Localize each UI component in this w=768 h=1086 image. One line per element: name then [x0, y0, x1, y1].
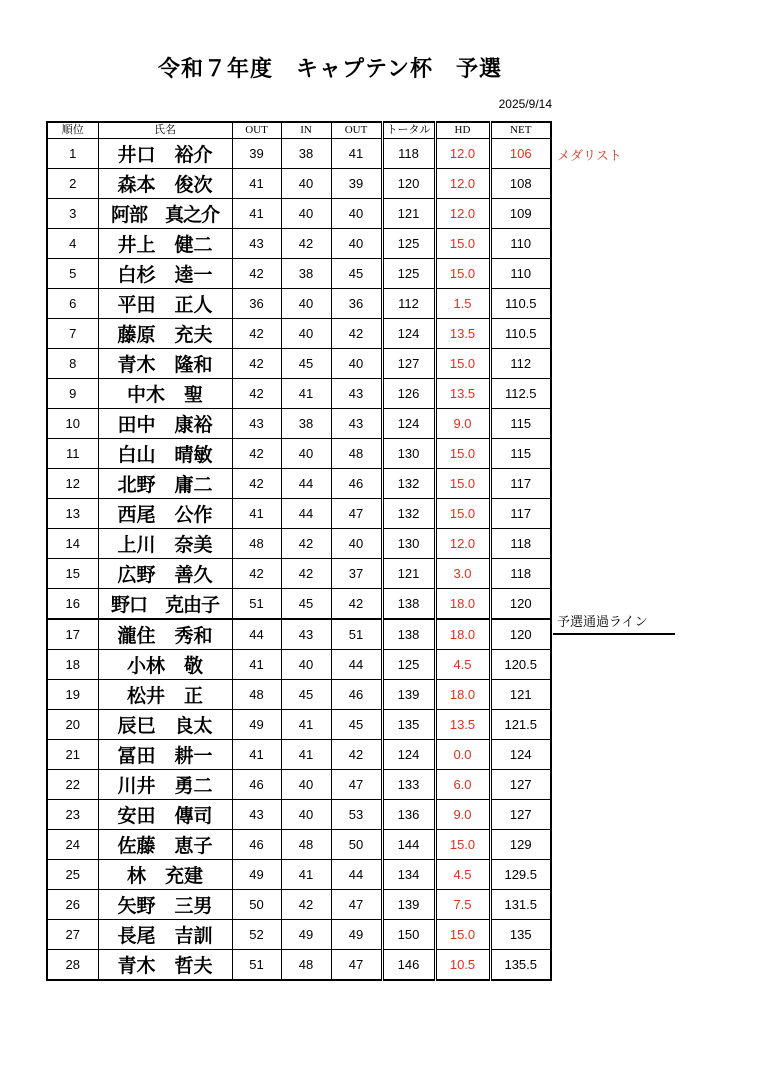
cell-hd: 15.0 — [435, 229, 490, 259]
table-row — [47, 349, 551, 379]
cell-in: 40 — [281, 800, 331, 830]
cell-net: 135 — [490, 920, 551, 950]
table-row — [47, 650, 551, 680]
cell-out2: 48 — [331, 439, 382, 469]
cell-out2: 40 — [331, 529, 382, 559]
cell-total: 112 — [382, 289, 435, 319]
cell-rank: 1 — [47, 139, 98, 169]
table-row — [47, 860, 551, 890]
cell-in: 44 — [281, 469, 331, 499]
cell-in: 41 — [281, 860, 331, 890]
cell-total: 126 — [382, 379, 435, 409]
cell-in: 38 — [281, 139, 331, 169]
cell-rank: 27 — [47, 920, 98, 950]
cell-out1: 51 — [232, 950, 281, 981]
cell-name: 森本 俊次 — [98, 169, 232, 199]
cell-rank: 14 — [47, 529, 98, 559]
cell-out1: 50 — [232, 890, 281, 920]
header-net: NET — [490, 122, 551, 139]
cell-rank: 13 — [47, 499, 98, 529]
cell-out2: 47 — [331, 950, 382, 981]
cell-out1: 46 — [232, 770, 281, 800]
cell-hd: 12.0 — [435, 139, 490, 169]
cell-rank: 17 — [47, 619, 98, 650]
cell-total: 138 — [382, 589, 435, 620]
table-row — [47, 199, 551, 229]
cell-in: 40 — [281, 169, 331, 199]
cell-name: 田中 康裕 — [98, 409, 232, 439]
header-rank: 順位 — [47, 122, 98, 139]
cell-name: 辰巳 良太 — [98, 710, 232, 740]
cell-in: 40 — [281, 650, 331, 680]
cell-net: 109 — [490, 199, 551, 229]
cell-net: 115 — [490, 409, 551, 439]
cell-rank: 28 — [47, 950, 98, 981]
cell-in: 38 — [281, 259, 331, 289]
cell-out2: 41 — [331, 139, 382, 169]
cell-out2: 42 — [331, 740, 382, 770]
cell-total: 125 — [382, 229, 435, 259]
cell-in: 40 — [281, 319, 331, 349]
table-row — [47, 319, 551, 349]
cell-total: 124 — [382, 319, 435, 349]
cell-hd: 3.0 — [435, 559, 490, 589]
cell-name: 矢野 三男 — [98, 890, 232, 920]
cell-hd: 15.0 — [435, 920, 490, 950]
cell-out1: 51 — [232, 589, 281, 620]
cell-net: 110 — [490, 229, 551, 259]
cell-rank: 3 — [47, 199, 98, 229]
cell-rank: 23 — [47, 800, 98, 830]
cell-in: 42 — [281, 529, 331, 559]
cell-name: 冨田 耕一 — [98, 740, 232, 770]
cell-out1: 42 — [232, 469, 281, 499]
cell-out1: 42 — [232, 559, 281, 589]
header-hd: HD — [435, 122, 490, 139]
cell-out2: 40 — [331, 349, 382, 379]
cell-rank: 19 — [47, 680, 98, 710]
cell-total: 121 — [382, 199, 435, 229]
cell-total: 136 — [382, 800, 435, 830]
cell-name: 藤原 充夫 — [98, 319, 232, 349]
cell-net: 108 — [490, 169, 551, 199]
cell-net: 129 — [490, 830, 551, 860]
cell-total: 130 — [382, 529, 435, 559]
cell-rank: 16 — [47, 589, 98, 620]
cell-out2: 51 — [331, 619, 382, 650]
cell-out1: 43 — [232, 229, 281, 259]
cell-hd: 10.5 — [435, 950, 490, 981]
cell-net: 127 — [490, 800, 551, 830]
cell-out1: 49 — [232, 710, 281, 740]
table-row — [47, 259, 551, 289]
cell-out2: 40 — [331, 229, 382, 259]
cell-out2: 46 — [331, 469, 382, 499]
cell-name: 瀧住 秀和 — [98, 619, 232, 650]
cell-in: 40 — [281, 439, 331, 469]
cell-in: 42 — [281, 229, 331, 259]
cell-total: 120 — [382, 169, 435, 199]
cell-out2: 42 — [331, 589, 382, 620]
table-row — [47, 920, 551, 950]
cell-out2: 49 — [331, 920, 382, 950]
cell-hd: 9.0 — [435, 800, 490, 830]
table-row — [47, 379, 551, 409]
cell-out2: 45 — [331, 710, 382, 740]
cell-in: 48 — [281, 830, 331, 860]
cell-name: 白杉 逵一 — [98, 259, 232, 289]
header-row — [47, 122, 551, 139]
cell-out1: 42 — [232, 439, 281, 469]
cell-hd: 18.0 — [435, 619, 490, 650]
cell-in: 38 — [281, 409, 331, 439]
cell-out2: 45 — [331, 259, 382, 289]
header-total: トータル — [382, 122, 435, 139]
cell-name: 西尾 公作 — [98, 499, 232, 529]
cell-out1: 42 — [232, 349, 281, 379]
cell-rank: 2 — [47, 169, 98, 199]
cell-net: 110.5 — [490, 289, 551, 319]
cell-hd: 15.0 — [435, 349, 490, 379]
cell-out2: 47 — [331, 770, 382, 800]
cell-in: 49 — [281, 920, 331, 950]
table-row — [47, 890, 551, 920]
header-out1: OUT — [232, 122, 281, 139]
cell-out1: 44 — [232, 619, 281, 650]
cell-out1: 42 — [232, 319, 281, 349]
medalist-note: メダリスト — [557, 149, 622, 164]
table-row — [47, 740, 551, 770]
table-row — [47, 499, 551, 529]
table-row — [47, 680, 551, 710]
cell-net: 120 — [490, 619, 551, 650]
cell-name: 青木 隆和 — [98, 349, 232, 379]
table-row — [47, 950, 551, 981]
cell-hd: 13.5 — [435, 379, 490, 409]
header-name: 氏名 — [98, 122, 232, 139]
cell-out1: 43 — [232, 800, 281, 830]
cell-net: 131.5 — [490, 890, 551, 920]
cell-rank: 7 — [47, 319, 98, 349]
cell-hd: 15.0 — [435, 830, 490, 860]
cell-out1: 42 — [232, 379, 281, 409]
cell-out2: 43 — [331, 409, 382, 439]
cell-name: 野口 克由子 — [98, 589, 232, 620]
cell-total: 146 — [382, 950, 435, 981]
cell-net: 121.5 — [490, 710, 551, 740]
table-row — [47, 589, 551, 620]
cell-rank: 11 — [47, 439, 98, 469]
cell-hd: 18.0 — [435, 680, 490, 710]
cell-name: 長尾 吉訓 — [98, 920, 232, 950]
cell-in: 48 — [281, 950, 331, 981]
cell-hd: 18.0 — [435, 589, 490, 620]
cell-hd: 12.0 — [435, 199, 490, 229]
table-row — [47, 710, 551, 740]
cell-total: 127 — [382, 349, 435, 379]
cell-rank: 4 — [47, 229, 98, 259]
cell-net: 115 — [490, 439, 551, 469]
cell-rank: 26 — [47, 890, 98, 920]
cell-total: 133 — [382, 770, 435, 800]
cell-out2: 53 — [331, 800, 382, 830]
cell-hd: 13.5 — [435, 319, 490, 349]
cell-hd: 1.5 — [435, 289, 490, 319]
cell-in: 41 — [281, 379, 331, 409]
cell-net: 112 — [490, 349, 551, 379]
header-in: IN — [281, 122, 331, 139]
table-row — [47, 139, 551, 169]
table-row — [47, 800, 551, 830]
cell-net: 112.5 — [490, 379, 551, 409]
cell-in: 40 — [281, 770, 331, 800]
cell-total: 124 — [382, 409, 435, 439]
cell-total: 124 — [382, 740, 435, 770]
cell-out2: 43 — [331, 379, 382, 409]
table-row — [47, 770, 551, 800]
cell-in: 42 — [281, 890, 331, 920]
cell-in: 45 — [281, 680, 331, 710]
cell-out1: 36 — [232, 289, 281, 319]
cell-out2: 46 — [331, 680, 382, 710]
cell-net: 110.5 — [490, 319, 551, 349]
cell-out2: 40 — [331, 199, 382, 229]
cell-rank: 18 — [47, 650, 98, 680]
cell-net: 118 — [490, 529, 551, 559]
cell-rank: 15 — [47, 559, 98, 589]
cell-hd: 9.0 — [435, 409, 490, 439]
cell-rank: 6 — [47, 289, 98, 319]
cell-name: 中木 聖 — [98, 379, 232, 409]
cell-out2: 39 — [331, 169, 382, 199]
cell-out2: 42 — [331, 319, 382, 349]
cell-in: 45 — [281, 589, 331, 620]
cell-out2: 37 — [331, 559, 382, 589]
table-row — [47, 439, 551, 469]
cell-net: 118 — [490, 559, 551, 589]
cell-total: 134 — [382, 860, 435, 890]
cell-in: 43 — [281, 619, 331, 650]
cell-hd: 6.0 — [435, 770, 490, 800]
cell-net: 106 — [490, 139, 551, 169]
cell-hd: 0.0 — [435, 740, 490, 770]
cell-net: 129.5 — [490, 860, 551, 890]
header-out2: OUT — [331, 122, 382, 139]
cell-net: 117 — [490, 469, 551, 499]
cell-hd: 15.0 — [435, 469, 490, 499]
cell-total: 135 — [382, 710, 435, 740]
cell-out2: 36 — [331, 289, 382, 319]
cell-in: 44 — [281, 499, 331, 529]
cell-rank: 12 — [47, 469, 98, 499]
table-row — [47, 169, 551, 199]
cell-out1: 52 — [232, 920, 281, 950]
cell-name: 安田 傳司 — [98, 800, 232, 830]
cell-rank: 21 — [47, 740, 98, 770]
cell-name: 上川 奈美 — [98, 529, 232, 559]
cell-total: 132 — [382, 469, 435, 499]
cell-out1: 41 — [232, 169, 281, 199]
cell-name: 小林 敬 — [98, 650, 232, 680]
cell-name: 白山 晴敏 — [98, 439, 232, 469]
cell-net: 110 — [490, 259, 551, 289]
cell-name: 平田 正人 — [98, 289, 232, 319]
cell-hd: 13.5 — [435, 710, 490, 740]
table-row — [47, 529, 551, 559]
page-title: 令和７年度 キャプテン杯 予選 — [158, 57, 502, 82]
cell-hd: 15.0 — [435, 259, 490, 289]
cell-hd: 4.5 — [435, 650, 490, 680]
cell-in: 41 — [281, 710, 331, 740]
cell-out2: 47 — [331, 890, 382, 920]
results-body — [47, 139, 551, 981]
cell-out2: 44 — [331, 650, 382, 680]
cell-name: 井口 裕介 — [98, 139, 232, 169]
cell-total: 139 — [382, 890, 435, 920]
cell-rank: 25 — [47, 860, 98, 890]
cell-out2: 50 — [331, 830, 382, 860]
cell-rank: 9 — [47, 379, 98, 409]
cell-out1: 41 — [232, 740, 281, 770]
cell-hd: 12.0 — [435, 529, 490, 559]
cell-rank: 8 — [47, 349, 98, 379]
cell-out1: 49 — [232, 860, 281, 890]
cell-out1: 41 — [232, 650, 281, 680]
cell-net: 135.5 — [490, 950, 551, 981]
cell-in: 41 — [281, 740, 331, 770]
cell-in: 40 — [281, 289, 331, 319]
cell-total: 150 — [382, 920, 435, 950]
cell-rank: 22 — [47, 770, 98, 800]
cell-out1: 41 — [232, 199, 281, 229]
table-row — [47, 619, 551, 650]
cell-name: 青木 哲夫 — [98, 950, 232, 981]
cell-hd: 15.0 — [435, 439, 490, 469]
cell-total: 125 — [382, 650, 435, 680]
cell-out2: 47 — [331, 499, 382, 529]
cell-in: 45 — [281, 349, 331, 379]
cell-hd: 7.5 — [435, 890, 490, 920]
cell-total: 138 — [382, 619, 435, 650]
cell-out1: 48 — [232, 680, 281, 710]
cell-rank: 24 — [47, 830, 98, 860]
results-table — [46, 121, 552, 981]
cell-net: 120 — [490, 589, 551, 620]
cell-net: 120.5 — [490, 650, 551, 680]
table-row — [47, 409, 551, 439]
cell-name: 広野 善久 — [98, 559, 232, 589]
cell-out1: 42 — [232, 259, 281, 289]
table-row — [47, 559, 551, 589]
table-row — [47, 289, 551, 319]
cell-total: 139 — [382, 680, 435, 710]
cell-name: 北野 庸二 — [98, 469, 232, 499]
cell-hd: 4.5 — [435, 860, 490, 890]
cell-hd: 15.0 — [435, 499, 490, 529]
cell-net: 127 — [490, 770, 551, 800]
cell-net: 124 — [490, 740, 551, 770]
qualify-cut-line — [553, 633, 675, 635]
cell-total: 121 — [382, 559, 435, 589]
cell-rank: 10 — [47, 409, 98, 439]
cell-rank: 20 — [47, 710, 98, 740]
cell-hd: 12.0 — [435, 169, 490, 199]
cell-out2: 44 — [331, 860, 382, 890]
qualify-line-note: 予選通過ライン — [557, 615, 648, 630]
cell-total: 125 — [382, 259, 435, 289]
table-row — [47, 229, 551, 259]
cell-name: 川井 勇二 — [98, 770, 232, 800]
cell-total: 130 — [382, 439, 435, 469]
cell-net: 117 — [490, 499, 551, 529]
cell-name: 阿部 真之介 — [98, 199, 232, 229]
table-row — [47, 469, 551, 499]
table-row — [47, 830, 551, 860]
cell-total: 132 — [382, 499, 435, 529]
cell-name: 松井 正 — [98, 680, 232, 710]
cell-in: 42 — [281, 559, 331, 589]
event-date: 2025/9/14 — [498, 97, 552, 111]
cell-net: 121 — [490, 680, 551, 710]
cell-in: 40 — [281, 199, 331, 229]
cell-name: 佐藤 恵子 — [98, 830, 232, 860]
cell-name: 井上 健二 — [98, 229, 232, 259]
cell-out1: 41 — [232, 499, 281, 529]
cell-total: 118 — [382, 139, 435, 169]
cell-name: 林 充建 — [98, 860, 232, 890]
cell-rank: 5 — [47, 259, 98, 289]
cell-out1: 48 — [232, 529, 281, 559]
cell-total: 144 — [382, 830, 435, 860]
cell-out1: 43 — [232, 409, 281, 439]
cell-out1: 46 — [232, 830, 281, 860]
cell-out1: 39 — [232, 139, 281, 169]
